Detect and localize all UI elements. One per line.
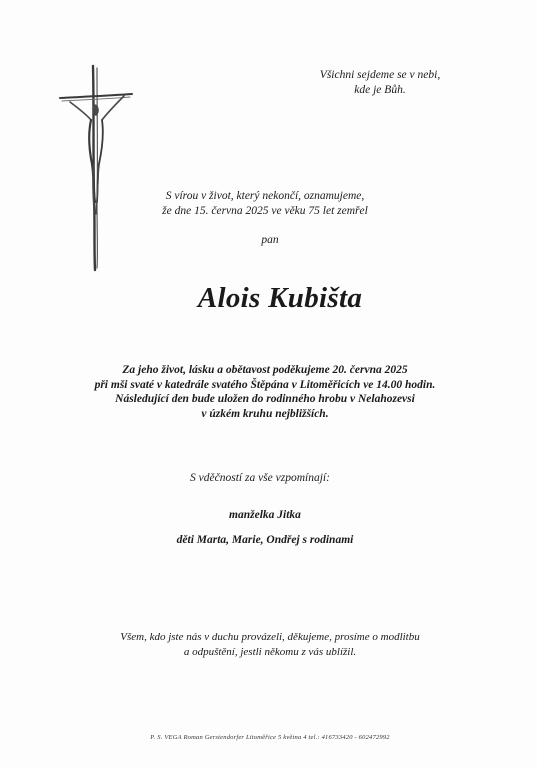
announcement-line-1: S vírou v život, který nekončí, oznamujeme, xyxy=(165,190,365,202)
mourners-intro: S vděčností za vše vzpomínají: xyxy=(190,472,330,484)
deceased-name: Alois Kubišta xyxy=(197,282,363,314)
ceremony-line-4: v úzkém kruhu nejbližších. xyxy=(201,407,329,420)
motto-line-1: Všichni sejdeme se v nebi, xyxy=(319,69,441,81)
ceremony-line-1: Za jeho život, lásku a obětavost poděkujeme 20. června 2025 xyxy=(122,364,408,376)
ceremony-details xyxy=(60,363,470,421)
closing-line-2: a odpuštění, jestli někomu z vás ublížil. xyxy=(183,645,357,658)
funeral-service-footer: P. S. VEGA Roman Gerstendorfer Litoměřice 5 května 4 tel.: 416733420 - 602472992 xyxy=(150,734,390,741)
mourner-wife: manželka Jitka xyxy=(229,509,301,521)
motto-quote xyxy=(290,68,470,98)
honorific-title: pan xyxy=(261,234,279,246)
death-announcement xyxy=(130,189,400,219)
closing-message xyxy=(90,630,450,659)
mourner-children: děti Marta, Marie, Ondřej s rodinami xyxy=(176,534,354,546)
crucifix-icon xyxy=(58,64,134,274)
ceremony-line-2: při mši svaté v katedrále svatého Štěpána v Litoměřicích ve 14.00 hodin. xyxy=(94,378,436,391)
closing-line-1: Všem, kdo jste nás v duchu provázeli, děkujeme, prosíme o modlitbu xyxy=(120,631,420,643)
announcement-line-2: že dne 15. června 2025 ve věku 75 let zemřel xyxy=(162,205,368,217)
ceremony-line-3: Následující den bude uložen do rodinného hrobu v Nelahozevsi xyxy=(115,393,415,405)
motto-line-2: kde je Bůh. xyxy=(354,84,406,96)
